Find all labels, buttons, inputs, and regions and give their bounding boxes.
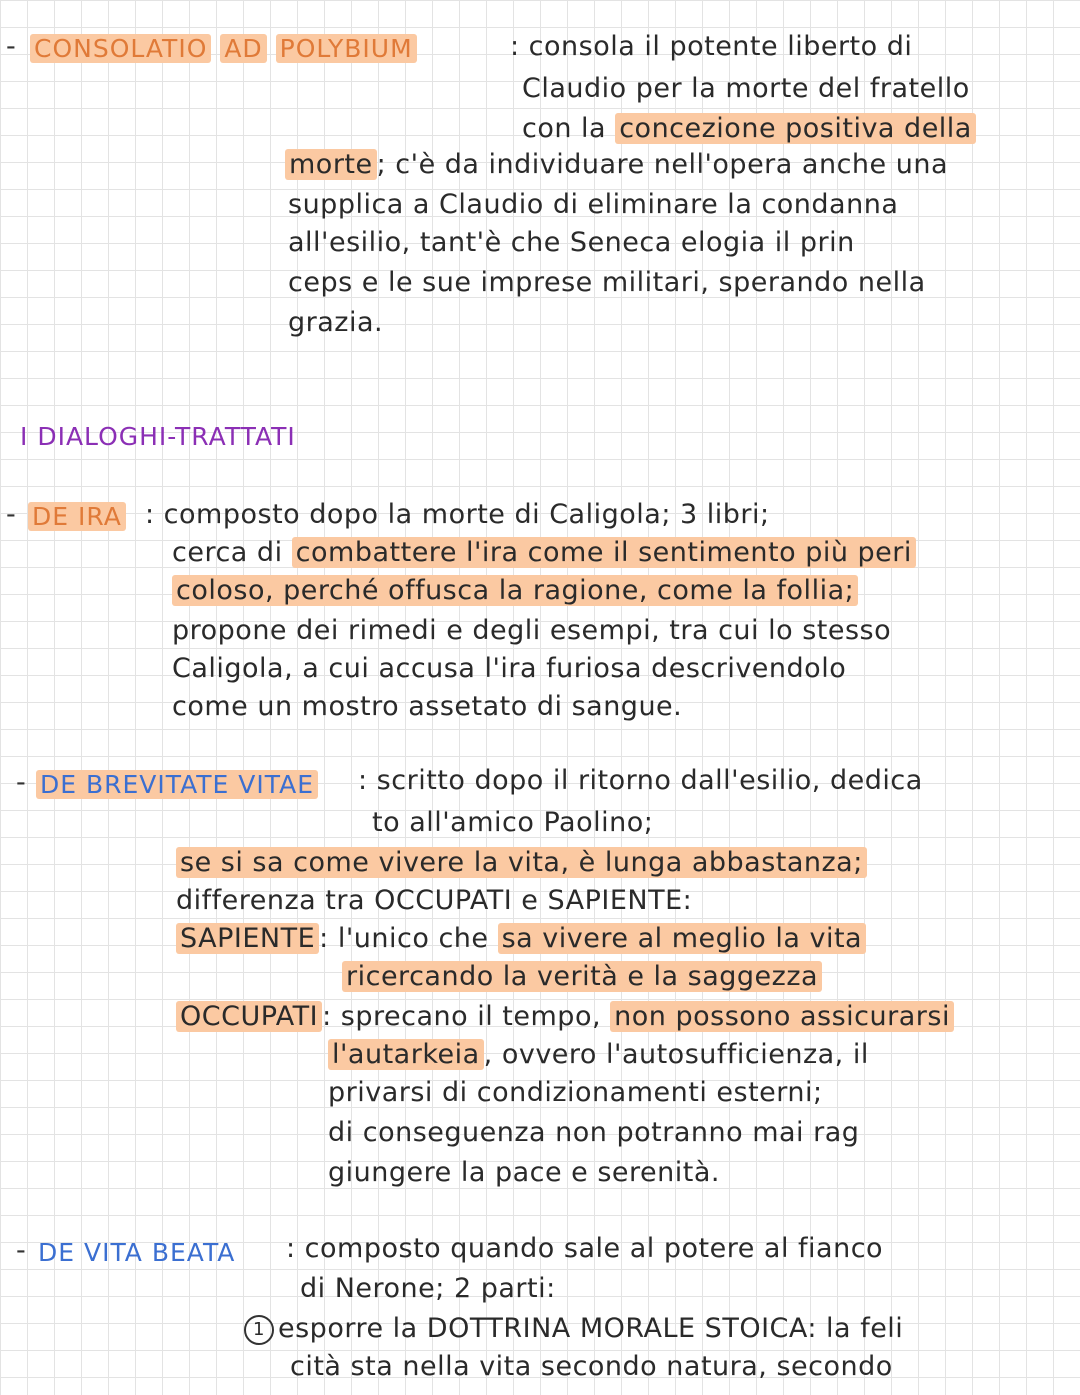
de-brevitate-text: , ovvero l'autosufficienza, il bbox=[483, 1039, 869, 1070]
de-brevitate-title bbox=[36, 768, 318, 802]
consolatio-title-part1: CONSOLATIO bbox=[30, 34, 211, 63]
de-vita-beata-line-4: cità sta nella vita secondo natura, secondo bbox=[290, 1351, 893, 1382]
bullet-dash: - bbox=[16, 1235, 26, 1266]
de-brevitate-line-5 bbox=[176, 922, 866, 956]
consolatio-line-4 bbox=[285, 148, 948, 182]
de-brevitate-line-3 bbox=[176, 846, 867, 880]
bullet-dash: - bbox=[16, 767, 26, 798]
de-brevitate-highlight: se si sa come vivere la vita, è lunga abbastanza; bbox=[176, 847, 867, 878]
consolatio-title-part2: AD bbox=[220, 34, 266, 63]
de-brevitate-line-6 bbox=[342, 960, 822, 994]
de-vita-beata-text: esporre la DOTTRINA MORALE STOICA: la feli bbox=[278, 1313, 904, 1344]
de-brevitate-highlight: sa vivere al meglio la vita bbox=[498, 923, 867, 954]
consolatio-line-1: : consola il potente liberto di bbox=[510, 31, 913, 62]
de-ira-line-2 bbox=[172, 536, 916, 570]
de-ira-title-text: DE IRA bbox=[28, 502, 126, 531]
de-brevitate-line-8 bbox=[328, 1038, 869, 1072]
number-one-circle: 1 bbox=[244, 1315, 274, 1345]
de-brevitate-line-1: : scritto dopo il ritorno dall'esilio, dedica bbox=[358, 765, 923, 796]
de-ira-line-5: Caligola, a cui accusa l'ira furiosa descrivendolo bbox=[172, 653, 847, 684]
de-ira-line-1: : composto dopo la morte di Caligola; 3 libri; bbox=[145, 499, 770, 530]
consolatio-highlight: concezione positiva della bbox=[615, 113, 976, 144]
bullet-dash: - bbox=[6, 31, 16, 62]
de-brevitate-title-text: DE BREVITATE VITAE bbox=[36, 770, 318, 799]
consolatio-line-6: all'esilio, tant'è che Seneca elogia il prin bbox=[288, 227, 855, 258]
de-brevitate-line-2: to all'amico Paolino; bbox=[372, 807, 654, 838]
de-ira-line-3 bbox=[172, 574, 858, 608]
de-vita-beata-title: DE VITA BEATA bbox=[38, 1238, 236, 1267]
de-ira-text: cerca di bbox=[172, 537, 283, 568]
de-ira-title bbox=[28, 500, 126, 534]
de-ira-highlight: combattere l'ira come il sentimento più peri bbox=[292, 537, 916, 568]
de-ira-line-4: propone dei rimedi e degli esempi, tra cui lo stesso bbox=[172, 615, 892, 646]
consolatio-highlight-morte: morte bbox=[285, 149, 377, 180]
bullet-dash: - bbox=[6, 499, 16, 530]
dialoghi-heading: I DIALOGHI-TRATTATI bbox=[20, 422, 296, 451]
consolatio-title-part3: POLYBIUM bbox=[276, 34, 417, 63]
consolatio-text: con la bbox=[522, 113, 607, 144]
consolatio-line-7: ceps e le sue imprese militari, sperando nella bbox=[288, 267, 926, 298]
de-ira-line-6: come un mostro assetato di sangue. bbox=[172, 691, 683, 722]
de-vita-beata-line-3 bbox=[244, 1312, 903, 1346]
de-ira-highlight: coloso, perché offusca la ragione, come la follia; bbox=[172, 575, 858, 606]
consolatio-line-3 bbox=[522, 112, 976, 146]
consolatio-title bbox=[30, 32, 417, 66]
de-brevitate-highlight: ricercando la verità e la saggezza bbox=[342, 961, 822, 992]
de-brevitate-line-9: privarsi di condizionamenti esterni; bbox=[328, 1077, 823, 1108]
consolatio-text: ; c'è da individuare nell'opera anche una bbox=[376, 149, 948, 180]
de-brevitate-line-7 bbox=[176, 1000, 954, 1034]
de-brevitate-text: : sprecano il tempo, bbox=[322, 1001, 602, 1032]
occupati-label: OCCUPATI bbox=[176, 1001, 322, 1032]
de-brevitate-line-11: giungere la pace e serenità. bbox=[328, 1157, 720, 1188]
sapiente-label: SAPIENTE bbox=[176, 923, 319, 954]
de-brevitate-text: : l'unico che bbox=[319, 923, 489, 954]
de-brevitate-highlight: non possono assicurarsi bbox=[610, 1001, 954, 1032]
consolatio-line-2: Claudio per la morte del fratello bbox=[522, 73, 970, 104]
de-brevitate-highlight: l'autarkeia bbox=[328, 1039, 484, 1070]
de-brevitate-line-10: di conseguenza non potranno mai rag bbox=[328, 1117, 860, 1148]
de-brevitate-line-4: differenza tra OCCUPATI e SAPIENTE: bbox=[176, 885, 693, 916]
consolatio-line-8: grazia. bbox=[288, 307, 384, 338]
consolatio-line-5: supplica a Claudio di eliminare la condanna bbox=[288, 189, 899, 220]
de-vita-beata-line-1: : composto quando sale al potere al fianco bbox=[286, 1233, 884, 1264]
de-vita-beata-line-2: di Nerone; 2 parti: bbox=[300, 1273, 556, 1304]
